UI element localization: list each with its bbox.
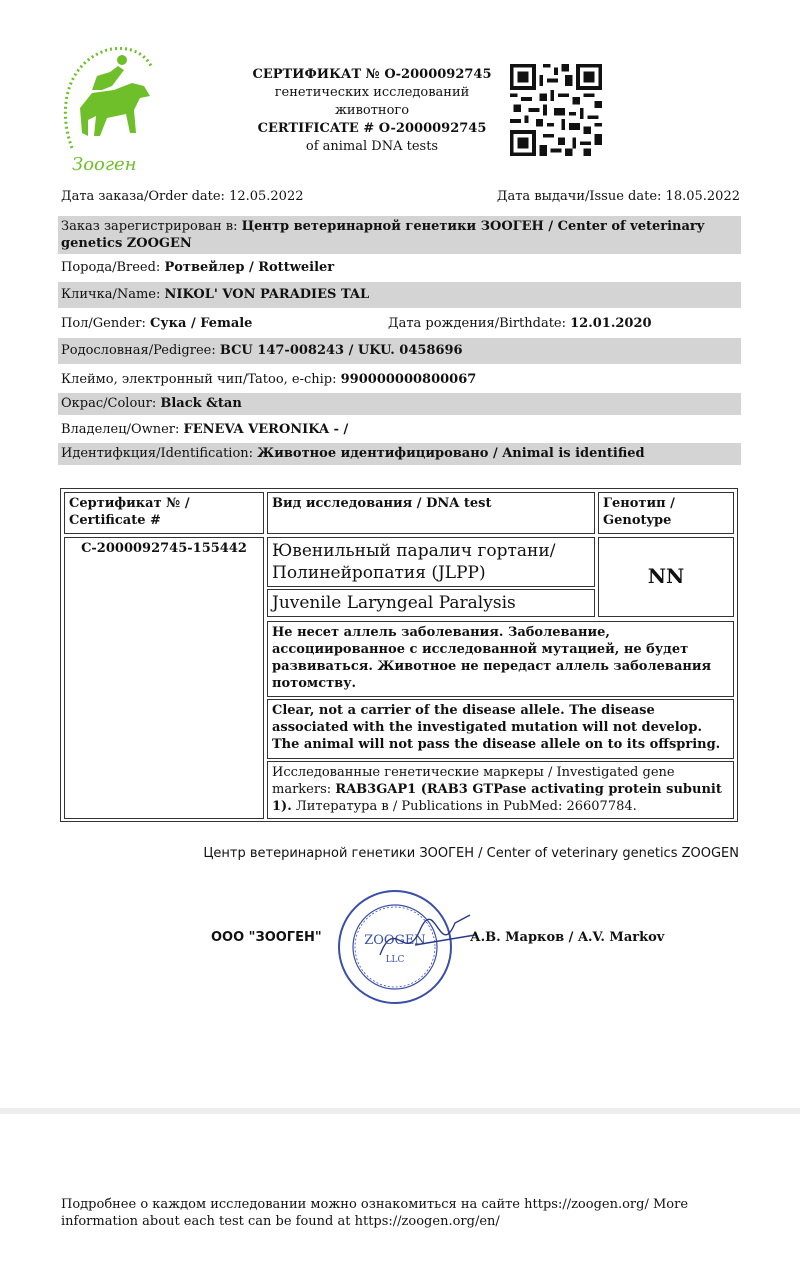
colour-row xyxy=(58,393,741,415)
test-name-en: Juvenile Laryngeal Paralysis xyxy=(267,589,595,617)
logo-text: Зооген xyxy=(72,154,137,175)
title-en: CERTIFICATE # O-2000092745 xyxy=(257,121,487,136)
header-dna-test: Вид исследования / DNA test xyxy=(267,492,595,534)
center-note: Центр ветеринарной генетики ЗООГЕН / Center of veterinary genetics ZOOGEN xyxy=(203,846,739,861)
chip-row xyxy=(58,369,741,390)
signature-icon xyxy=(375,905,485,975)
subtitle-ru-2: животного xyxy=(334,103,410,118)
header-certificate: Сертификат № / Certificate # xyxy=(64,492,264,534)
header-genotype: Генотип / Genotype xyxy=(598,492,734,534)
identification-value: Животное идентифицировано / Animal is identified xyxy=(257,446,645,461)
birthdate-value: 12.01.2020 xyxy=(570,316,652,331)
pedigree-label: Родословная/Pedigree: xyxy=(61,343,220,358)
owner-value: FENEVA VERONIKA - / xyxy=(183,422,349,437)
title-ru: СЕРТИФИКАТ № О-2000092745 xyxy=(252,67,492,82)
markers-gene: RAB3GAP1 (RAB3 GTPase activating protein subunit 1). xyxy=(272,782,722,814)
pedigree-row xyxy=(58,338,741,364)
colour-label: Окрас/Colour: xyxy=(61,396,161,411)
gender-row xyxy=(58,313,741,334)
chip-value: 990000000800067 xyxy=(340,372,477,387)
gender-label: Пол/Gender: xyxy=(61,316,150,331)
issue-date: Дата выдачи/Issue date: 18.05.2022 xyxy=(496,189,740,204)
breed-label: Порода/Breed: xyxy=(61,260,165,275)
owner-row xyxy=(58,419,741,440)
gender-value: Сука / Female xyxy=(150,316,253,331)
svg-text:LLC: LLC xyxy=(385,955,405,965)
certificate-title-block xyxy=(230,66,514,156)
owner-label: Владелец/Owner: xyxy=(61,422,184,437)
results-table xyxy=(60,488,738,822)
subtitle-en: of animal DNA tests xyxy=(305,139,439,154)
gene-markers xyxy=(267,761,734,819)
registered-row xyxy=(58,216,741,254)
markers-prefix: Исследованные генетические маркеры / Investigated gene markers: xyxy=(272,765,675,797)
subtitle-ru-1: генетических исследований xyxy=(274,85,470,100)
certificate-number: C-2000092745-155442 xyxy=(64,537,264,819)
identification-label: Идентифкция/Identification: xyxy=(61,446,258,461)
birthdate-label: Дата рождения/Birthdate: xyxy=(388,316,571,331)
registered-value: Центр ветеринарной генетики ЗООГЕН / Center of veterinary genetics ZOOGEN xyxy=(61,219,705,251)
signer-name: А.В. Марков / A.V. Markov xyxy=(470,930,665,945)
qr-code-icon[interactable] xyxy=(510,64,602,156)
result-en: Clear, not a carrier of the disease allele. The disease associated with the investigated mutation will not develop. The animal will not pass the disease allele on to its offspring. xyxy=(267,699,734,759)
name-value: NIKOL' VON PARADIES TAL xyxy=(164,287,370,302)
result-ru: Не несет аллель заболевания. Заболевание, ассоциированное с исследованной мутацией, не будет развиваться. Животное не передаст аллель заболевания потомству. xyxy=(267,621,734,697)
company-name: ООО "ЗООГЕН" xyxy=(211,930,322,945)
registered-label: Заказ зарегистрирован в: xyxy=(61,219,242,234)
page-divider xyxy=(0,1108,800,1114)
colour-value: Black &tan xyxy=(160,396,242,411)
name-row xyxy=(58,282,741,308)
order-date: Дата заказа/Order date: 12.05.2022 xyxy=(61,189,304,204)
zoogen-logo-icon xyxy=(52,38,164,180)
genotype-value: NN xyxy=(598,537,734,617)
markers-publications: Литература в / Publications in PubMed: 26607784. xyxy=(291,799,637,814)
footer-note: Подробнее о каждом исследовании можно ознакомиться на сайте https://zoogen.org/ More information about each test can be found at https://zoogen.org/en/ xyxy=(61,1197,689,1229)
chip-label: Клеймо, электронный чип/Tatoo, e-chip: xyxy=(61,372,341,387)
pedigree-value: BCU 147-008243 / UKU. 0458696 xyxy=(219,343,463,358)
breed-row xyxy=(58,257,741,278)
birthdate-field xyxy=(388,315,652,332)
identification-row xyxy=(58,443,741,465)
test-name-ru: Ювенильный паралич гортани/Полинейропатия (JLPP) xyxy=(267,537,595,587)
stamp-text: ZOOGEN xyxy=(364,933,426,948)
breed-value: Ротвейлер / Rottweiler xyxy=(164,260,335,275)
name-label: Кличка/Name: xyxy=(61,287,165,302)
